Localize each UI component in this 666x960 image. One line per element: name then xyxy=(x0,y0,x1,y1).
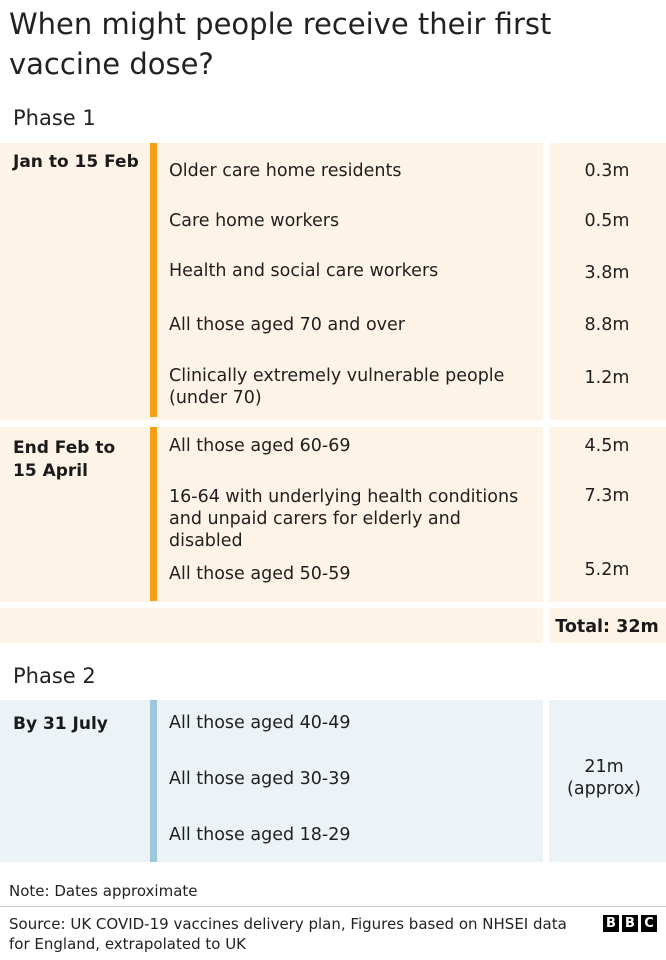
bbc-logo xyxy=(603,915,657,932)
list-item-value: 5.2m xyxy=(584,560,630,580)
phase-1-total: Total: 32m xyxy=(555,617,659,637)
source: Source: UK COVID-19 vaccines delivery plan, Figures based on NHSEI data for England, extrapolated to UK xyxy=(9,915,567,953)
logo-letter: C xyxy=(641,915,657,932)
logo-letter: B xyxy=(622,915,638,932)
phase-2-value: 21m (approx) xyxy=(567,757,641,799)
list-item-value: 3.8m xyxy=(584,263,630,283)
list-item: 16-64 with underlying health conditions and unpaid carers for elderly and disabled xyxy=(169,487,519,551)
list-item-value: 4.5m xyxy=(584,436,630,456)
divider xyxy=(0,906,666,907)
logo-letter: B xyxy=(603,915,619,932)
list-item: All those aged 70 and over xyxy=(169,315,405,335)
list-item-value: 1.2m xyxy=(584,368,630,388)
phase-1-group-1-accent-bar xyxy=(150,143,157,417)
phase-1-group-2-accent-bar xyxy=(150,427,157,601)
list-item-value: 0.5m xyxy=(584,211,630,231)
phase-2-accent-bar xyxy=(150,700,157,862)
phase-1-group-1-date: Jan to 15 Feb xyxy=(13,152,139,172)
total-row-panel xyxy=(0,608,543,643)
list-item: All those aged 40-49 xyxy=(169,713,351,733)
phase-1-label: Phase 1 xyxy=(13,106,96,130)
list-item: Older care home residents xyxy=(169,161,402,181)
list-item-value: 7.3m xyxy=(584,486,630,506)
list-item: All those aged 60-69 xyxy=(169,436,351,456)
list-item: Care home workers xyxy=(169,211,340,231)
phase-2-date: By 31 July xyxy=(13,714,108,734)
list-item-value: 8.8m xyxy=(584,315,630,335)
list-item: All those aged 18-29 xyxy=(169,825,351,845)
list-item: All those aged 30-39 xyxy=(169,769,351,789)
list-item: Clinically extremely vulnerable people (under 70) xyxy=(169,366,505,408)
list-item-value: 0.3m xyxy=(584,161,630,181)
phase-1-group-2-date: End Feb to 15 April xyxy=(13,438,116,481)
list-item: Health and social care workers xyxy=(169,261,439,281)
note: Note: Dates approximate xyxy=(9,882,198,900)
chart-title: When might people receive their first vaccine dose? xyxy=(9,7,552,81)
list-item: All those aged 50-59 xyxy=(169,564,351,584)
phase-2-label: Phase 2 xyxy=(13,664,96,688)
